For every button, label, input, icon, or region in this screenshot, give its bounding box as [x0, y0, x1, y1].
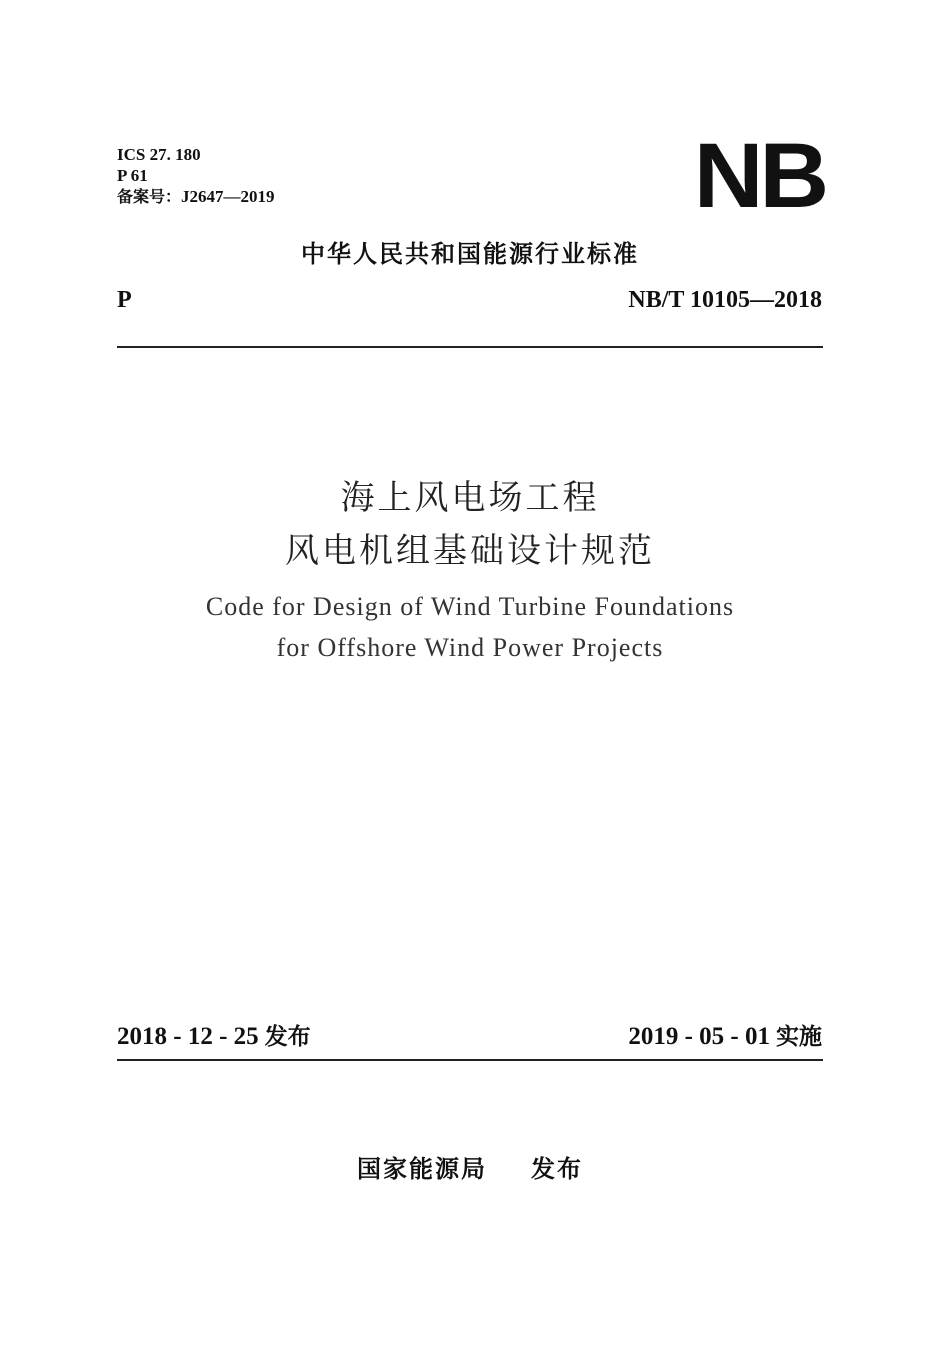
implement-date-line — [628, 1018, 822, 1051]
record-number-line — [117, 186, 275, 207]
nb-logo: NB — [693, 125, 825, 227]
title-en-line2: for Offshore Wind Power Projects — [276, 633, 664, 662]
publisher-name: 国家能源局 — [357, 1155, 487, 1183]
metadata-block — [117, 144, 275, 207]
publisher-line — [0, 1149, 940, 1184]
footer-divider — [117, 1059, 823, 1061]
implement-date: 2019 - 05 - 01 — [628, 1023, 770, 1050]
standard-number: NB/T 10105—2018 — [628, 287, 822, 313]
standard-category: 中华人民共和国能源行业标准 — [301, 240, 639, 268]
header-divider — [117, 346, 823, 348]
title-en-line1: Code for Design of Wind Turbine Foundations — [205, 592, 735, 621]
issue-date: 2018 - 12 - 25 — [117, 1023, 259, 1050]
title-cn-line1: 海上风电场工程 — [340, 478, 600, 518]
title-cn-line2: 风电机组基础设计规范 — [285, 531, 655, 571]
issue-label: 发布 — [264, 1024, 311, 1050]
implement-label: 实施 — [776, 1024, 822, 1050]
record-number: J2647—2019 — [181, 187, 275, 206]
ics-code: ICS 27. 180 — [117, 145, 201, 164]
class-code: P — [117, 287, 132, 313]
issue-date-line — [117, 1018, 311, 1051]
publisher-action: 发布 — [531, 1155, 583, 1183]
classification-code: P 61 — [117, 166, 148, 185]
record-number-label: 备案号： — [117, 187, 182, 206]
